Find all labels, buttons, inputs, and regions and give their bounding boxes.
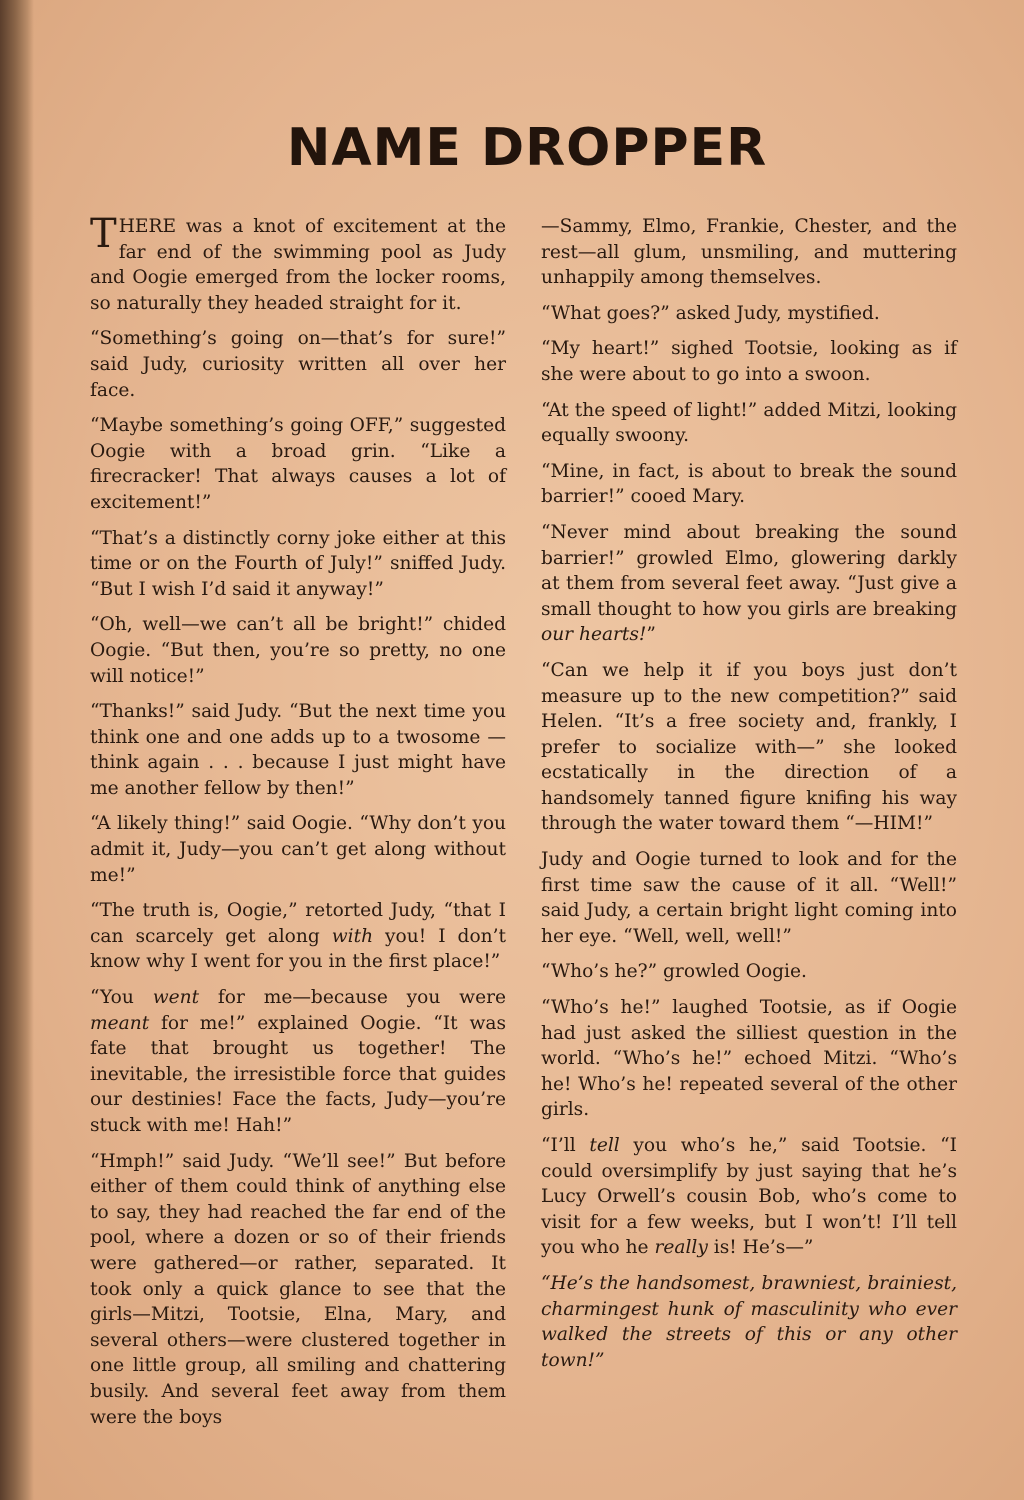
paragraph-text: “The truth is, Oogie,” retorted Judy, “that I can scarcely get along (90, 900, 506, 947)
paragraph-text: “Never mind about breaking the sound barrier!” growled Elmo, glowering darkly at them from several feet away. “Just give a small thought to how you girls are breaking (541, 521, 957, 620)
emphasis: tell (589, 1135, 620, 1156)
paragraph-text: for me!” explained Oogie. “It was fate that brought us together! The inevitable, the irresistible force that guides our destinies! Face the facts, Judy—you’re stuck with me! Hah!” (90, 1012, 506, 1136)
paragraph (90, 985, 506, 1139)
emphasis: “He’s the handsomest, brawniest, brainiest, charmingest hunk of masculinity who ever walked the streets of this or any other town!” (541, 1272, 957, 1371)
page-binding-edge (0, 0, 34, 1500)
paragraph-text: for me—because you were (199, 987, 506, 1009)
paragraph: “Thanks!” said Judy. “But the next time you think one and one adds up to a twosome —think again . . . because I just might have me another fellow by then!” (90, 701, 506, 799)
paragraph-text: you! I don’t know why I went for you in the first place!” (90, 925, 506, 973)
paragraph-text: ” (646, 624, 656, 646)
emphasis: meant (90, 1012, 150, 1034)
paragraph-text: is! He’s—” (707, 1237, 814, 1259)
paragraph-text: “I’ll (541, 1135, 590, 1156)
paragraph: “Oh, well—we can’t all be bright!” chided Oogie. “But then, you’re so pretty, no one will notice!” (90, 614, 506, 687)
emphasis: really (654, 1237, 708, 1259)
paragraph (541, 520, 957, 648)
paragraph (90, 211, 506, 316)
emphasis: went (152, 987, 200, 1009)
paragraph-text: you who’s he,” said Tootsie. “I could oversimplify by just saying that he’s Lucy Orwell’s cousin Bob, who’s come to visit for a few weeks, but I won’t! I’ll tell you who he (541, 1135, 957, 1259)
paragraph: “Who’s he?” growled Oogie. (541, 961, 807, 983)
paragraph: “A likely thing!” said Oogie. “Why don’t you admit it, Judy—you can’t get along without me!” (90, 813, 506, 886)
right-column (541, 214, 957, 1383)
paragraph: “Mine, in fact, is about to break the sound barrier!” cooed Mary. (541, 460, 957, 508)
paragraph: “Maybe something’s going OFF,” suggested Oogie with a broad grin. “Like a firecracker! That always causes a lot of excitement!” (90, 415, 506, 513)
paragraph: “Something’s going on—that’s for sure!” said Judy, curiosity written all over her face. (90, 328, 506, 401)
page-title: NAME DROPPER (286, 118, 768, 178)
paragraph: —Sammy, Elmo, Frankie, Chester, and the rest—all glum, unsmiling, and muttering unhappily among themselves. (541, 216, 957, 289)
paragraph (541, 1133, 957, 1261)
emphasis: our hearts! (541, 624, 647, 646)
left-column (90, 211, 506, 1440)
paragraph: “What goes?” asked Judy, mystified. (541, 302, 880, 324)
emphasis: with (331, 925, 374, 947)
paragraph-text: “You (90, 987, 153, 1009)
paragraph: “Can we help it if you boys just don’t measure up to the new competition?” said Helen. “It’s a free society and, frankly, I prefer to socialize with—” she looked ecstatically in the direction of a handsomely tanned figure knifing his way through the water toward them “—HIM!” (541, 659, 957, 835)
paragraph (541, 1271, 957, 1373)
paragraph-text: HERE was a knot of excitement at the far end of the swimming pool as Judy and Oogie emerged from the locker rooms, so naturally they headed straight for it. (90, 216, 506, 314)
paragraph: “My heart!” sighed Tootsie, looking as if she were about to go into a swoon. (541, 338, 957, 385)
drop-cap: T (90, 211, 117, 257)
paragraph: “That’s a distinctly corny joke either at this time or on the Fourth of July!” sniffed Judy. “But I wish I’d said it anyway!” (90, 527, 506, 600)
paragraph: “At the speed of light!” added Mitzi, looking equally swoony. (541, 399, 957, 447)
paragraph: Judy and Oogie turned to look and for the first time saw the cause of it all. “Well!” said Judy, a certain bright light coming into her eye. “Well, well, well!” (541, 849, 957, 947)
paragraph: “Who’s he!” laughed Tootsie, as if Oogie had just asked the silliest question in the world. “Who’s he!” echoed Mitzi. “Who’s he! Who’s he! repeated several of the other girls. (541, 997, 957, 1121)
paragraph: “Hmph!” said Judy. “We’ll see!” But before either of them could think of anything else to say, they had reached the far end of the pool, where a dozen or so of their friends were gathered—or rather, separated. It took only a quick glance to see that the girls—Mitzi, Tootsie, Elna, Mary, and several others—were clustered together in one little group, all smiling and chattering busily. And several feet away from them were the boys (90, 1150, 506, 1428)
paragraph (90, 898, 506, 975)
